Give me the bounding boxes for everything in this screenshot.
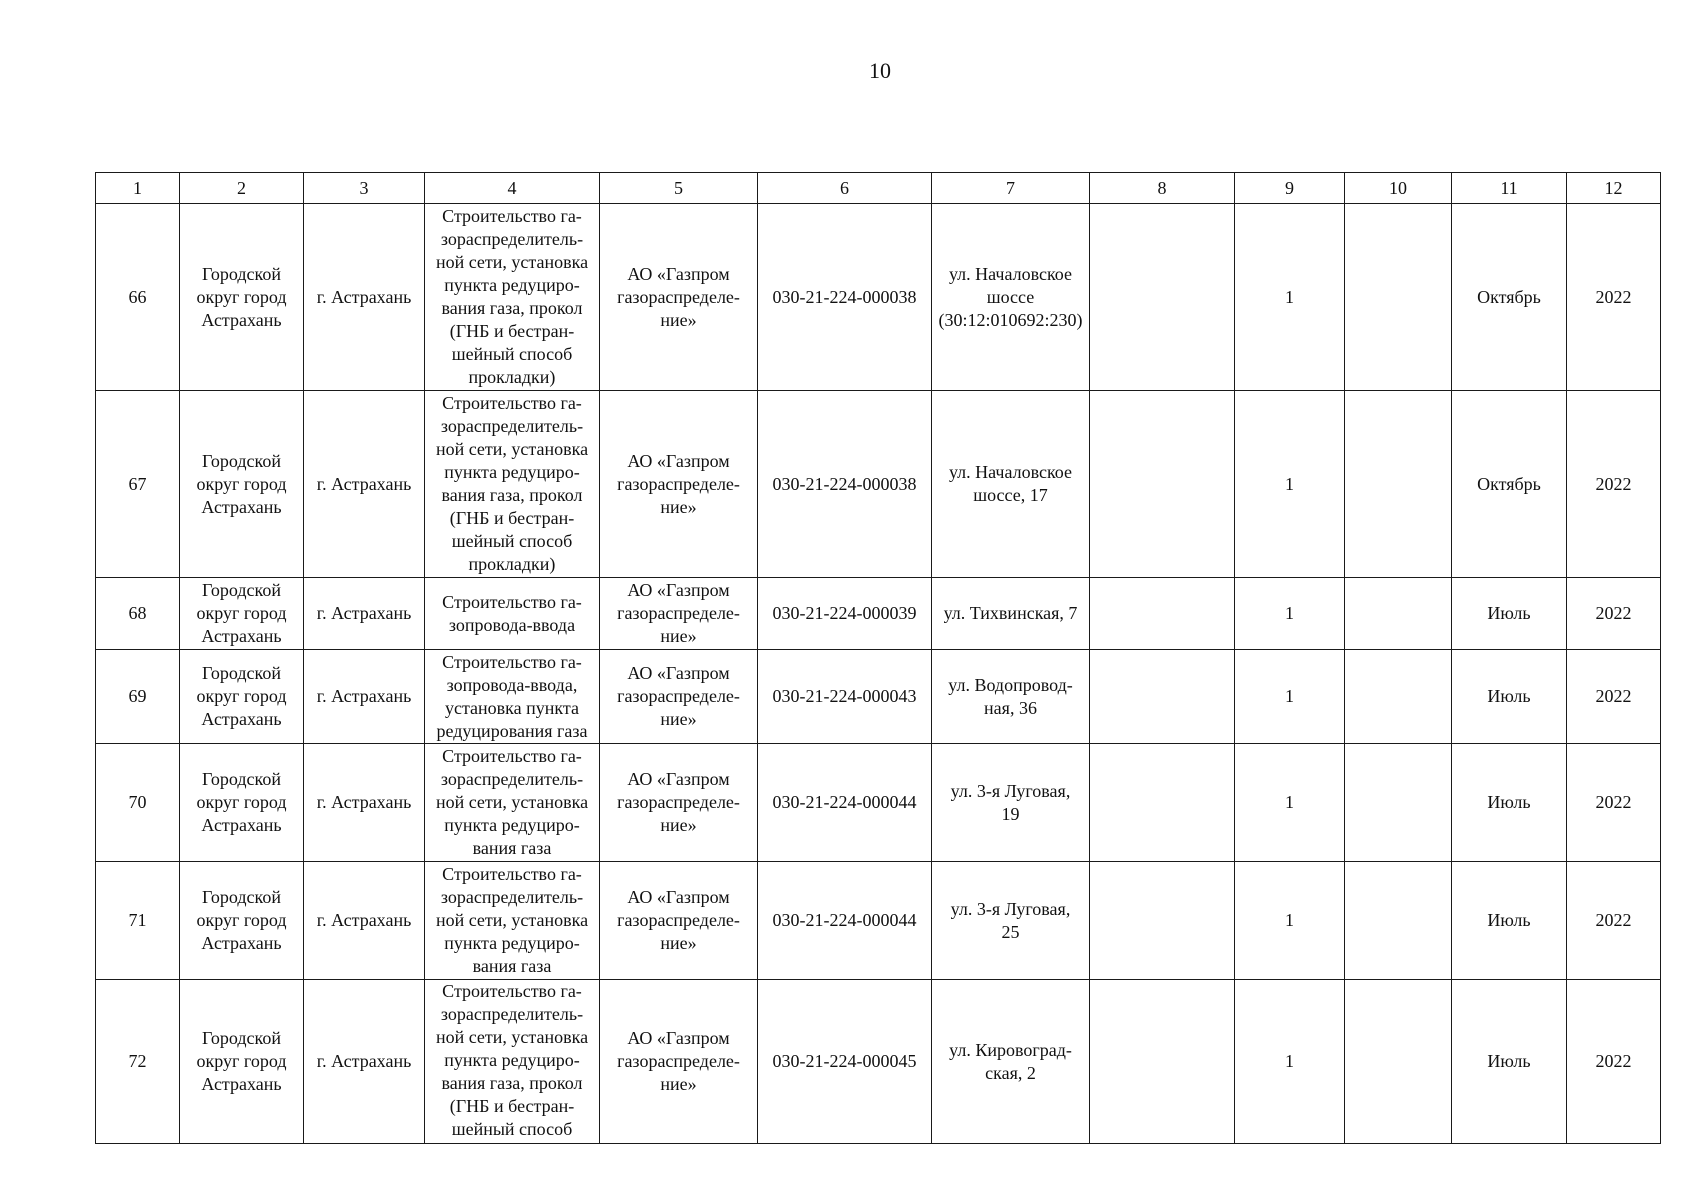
district-cell-line: Городской xyxy=(202,1028,281,1048)
work-description-cell-line: ной сети, установка xyxy=(435,439,589,459)
district-cell xyxy=(180,744,304,862)
district-cell-line: округ город xyxy=(196,792,287,812)
column-header: 8 xyxy=(1090,173,1235,204)
work-description-cell-line: зораспределитель- xyxy=(440,229,584,249)
work-description-cell-line: Строительство га- xyxy=(442,206,582,226)
row-number: 67 xyxy=(96,391,180,578)
column-8-cell xyxy=(1090,578,1235,650)
organization-cell-line: газораспределе- xyxy=(617,603,740,623)
column-10-cell xyxy=(1345,650,1452,744)
organization-cell xyxy=(600,578,758,650)
row-number: 72 xyxy=(96,980,180,1144)
organization-cell-line: АО «Газпром xyxy=(627,263,730,284)
district-cell-line: округ город xyxy=(196,686,287,706)
column-header: 5 xyxy=(600,173,758,204)
organization-cell-line: ние» xyxy=(660,815,697,835)
organization-cell-line: ние» xyxy=(660,496,697,517)
address-cell-line: 19 xyxy=(1001,803,1020,824)
district-cell-line: Городской xyxy=(202,769,281,789)
organization-cell-line: газораспределе- xyxy=(617,473,740,494)
organization-cell xyxy=(600,862,758,980)
month-cell: Июль xyxy=(1452,862,1567,980)
column-10-cell xyxy=(1345,980,1452,1144)
district-cell-line: Астрахань xyxy=(201,309,282,330)
column-8-cell xyxy=(1090,744,1235,862)
month-cell: Июль xyxy=(1452,744,1567,862)
work-description-cell-line: пункта редуциро- xyxy=(444,462,580,482)
organization-cell-line: АО «Газпром xyxy=(627,769,730,789)
work-description-cell-line: пункта редуциро- xyxy=(444,275,580,295)
registry-code-cell: 030-21-224-000038 xyxy=(758,204,932,391)
district-cell-line: Астрахань xyxy=(201,933,282,953)
address-cell-line: ул. Началовское xyxy=(948,263,1073,284)
work-description-cell-line: прокладки) xyxy=(468,554,556,574)
address-cell xyxy=(932,744,1090,862)
district-cell xyxy=(180,578,304,650)
table-row xyxy=(96,980,1661,1144)
column-9-cell: 1 xyxy=(1235,391,1345,578)
city-cell: г. Астрахань xyxy=(304,204,425,391)
column-10-cell xyxy=(1345,391,1452,578)
work-description-cell xyxy=(425,744,600,862)
column-header: 12 xyxy=(1567,173,1661,204)
work-description-cell-line: пункта редуциро- xyxy=(444,1050,580,1070)
registry-code-cell: 030-21-224-000043 xyxy=(758,650,932,744)
organization-cell-line: АО «Газпром xyxy=(627,887,730,907)
address-cell xyxy=(932,862,1090,980)
month-cell: Июль xyxy=(1452,650,1567,744)
column-header: 10 xyxy=(1345,173,1452,204)
table-row xyxy=(96,578,1661,650)
page-number: 10 xyxy=(869,58,891,83)
district-cell xyxy=(180,650,304,744)
address-cell-line: ул. Кировоград- xyxy=(949,1039,1072,1060)
row-number: 68 xyxy=(96,578,180,650)
district-cell-line: округ город xyxy=(196,603,287,623)
work-description-cell-line: зопровода-ввода, xyxy=(446,674,578,695)
district-cell-line: Городской xyxy=(202,887,281,907)
work-description-cell-line: Строительство га- xyxy=(442,746,582,766)
work-description-cell-line: ной сети, установка xyxy=(435,252,589,272)
column-9-cell: 1 xyxy=(1235,204,1345,391)
table-row xyxy=(96,744,1661,862)
column-8-cell xyxy=(1090,204,1235,391)
column-9-cell: 1 xyxy=(1235,980,1345,1144)
data-table xyxy=(95,172,1661,1144)
work-description-cell-line: пункта редуциро- xyxy=(444,933,580,953)
column-header: 1 xyxy=(96,173,180,204)
city-cell: г. Астрахань xyxy=(304,391,425,578)
year-cell: 2022 xyxy=(1567,862,1661,980)
column-8-cell xyxy=(1090,391,1235,578)
district-cell-line: Астрахань xyxy=(201,709,282,729)
year-cell: 2022 xyxy=(1567,391,1661,578)
organization-cell-line: ние» xyxy=(660,933,697,953)
address-cell xyxy=(932,980,1090,1144)
work-description-cell-line: пункта редуциро- xyxy=(444,815,580,835)
work-description-cell-line: зопровода-ввода xyxy=(448,614,576,635)
column-header: 2 xyxy=(180,173,304,204)
district-cell xyxy=(180,980,304,1144)
column-header: 11 xyxy=(1452,173,1567,204)
organization-cell-line: газораспределе- xyxy=(617,686,740,706)
organization-cell-line: АО «Газпром xyxy=(627,450,730,471)
row-number: 69 xyxy=(96,650,180,744)
address-cell-line: (30:12:010692:230) xyxy=(938,309,1083,330)
month-cell: Июль xyxy=(1452,980,1567,1144)
district-cell-line: Астрахань xyxy=(201,815,282,835)
table-row xyxy=(96,391,1661,578)
address-cell-line: ул. 3-я Луговая, xyxy=(950,898,1071,919)
district-cell-line: округ город xyxy=(196,473,287,494)
organization-cell xyxy=(600,204,758,391)
city-cell: г. Астрахань xyxy=(304,578,425,650)
work-description-cell-line: редуцирования газа xyxy=(436,720,588,741)
organization-cell xyxy=(600,650,758,744)
column-10-cell xyxy=(1345,862,1452,980)
district-cell-line: округ город xyxy=(196,286,287,307)
column-10-cell xyxy=(1345,204,1452,391)
year-cell: 2022 xyxy=(1567,204,1661,391)
district-cell-line: округ город xyxy=(196,1051,287,1071)
address-cell-line: ул. Водопровод- xyxy=(948,674,1073,695)
work-description-cell-line: Строительство га- xyxy=(442,393,582,413)
work-description-cell-line: шейный способ xyxy=(451,531,573,551)
work-description-cell xyxy=(425,204,600,391)
work-description-cell-line: зораспределитель- xyxy=(440,769,584,789)
month-cell: Июль xyxy=(1452,578,1567,650)
year-cell: 2022 xyxy=(1567,578,1661,650)
column-9-cell: 1 xyxy=(1235,862,1345,980)
organization-cell-line: ние» xyxy=(660,709,697,729)
work-description-cell-line: вания газа xyxy=(472,838,552,858)
work-description-cell-line: ной сети, установка xyxy=(435,792,589,812)
district-cell xyxy=(180,204,304,391)
work-description-cell-line: вания газа, прокол xyxy=(441,485,583,505)
address-cell xyxy=(932,204,1090,391)
organization-cell-line: АО «Газпром xyxy=(627,1028,730,1048)
address-cell xyxy=(932,391,1090,578)
address-cell xyxy=(932,578,1090,650)
work-description-cell xyxy=(425,650,600,744)
district-cell-line: Городской xyxy=(202,663,281,683)
organization-cell-line: АО «Газпром xyxy=(627,663,730,683)
district-cell-line: Городской xyxy=(202,580,281,600)
work-description-cell-line: ной сети, установка xyxy=(435,910,589,930)
table-row xyxy=(96,862,1661,980)
column-header: 4 xyxy=(425,173,600,204)
registry-code-cell: 030-21-224-000044 xyxy=(758,744,932,862)
address-cell-line: 25 xyxy=(1001,921,1020,942)
column-9-cell: 1 xyxy=(1235,744,1345,862)
district-cell-line: Астрахань xyxy=(201,626,282,646)
column-header: 7 xyxy=(932,173,1090,204)
address-cell xyxy=(932,650,1090,744)
city-cell: г. Астрахань xyxy=(304,862,425,980)
work-description-cell xyxy=(425,862,600,980)
district-cell-line: Городской xyxy=(202,263,281,284)
city-cell: г. Астрахань xyxy=(304,744,425,862)
header-row xyxy=(96,173,1661,204)
address-cell-line: шоссе, 17 xyxy=(973,485,1048,505)
work-description-cell-line: вания газа, прокол xyxy=(441,1073,583,1093)
column-header: 9 xyxy=(1235,173,1345,204)
organization-cell-line: газораспределе- xyxy=(617,792,740,812)
work-description-cell-line: Строительство га- xyxy=(442,591,582,612)
column-9-cell: 1 xyxy=(1235,650,1345,744)
address-cell-line: ул. Тихвинская, 7 xyxy=(943,603,1078,623)
column-header: 3 xyxy=(304,173,425,204)
work-description-cell xyxy=(425,980,600,1144)
work-description-cell-line: прокладки) xyxy=(468,367,556,387)
organization-cell-line: газораспределе- xyxy=(617,910,740,930)
organization-cell-line: ние» xyxy=(660,309,697,330)
registry-code-cell: 030-21-224-000038 xyxy=(758,391,932,578)
city-cell: г. Астрахань xyxy=(304,980,425,1144)
registry-code-cell: 030-21-224-000044 xyxy=(758,862,932,980)
organization-cell xyxy=(600,744,758,862)
table-row xyxy=(96,650,1661,744)
column-10-cell xyxy=(1345,578,1452,650)
district-cell xyxy=(180,391,304,578)
work-description-cell-line: шейный способ xyxy=(451,344,573,364)
address-cell-line: ская, 2 xyxy=(985,1062,1036,1083)
work-description-cell-line: (ГНБ и бестран- xyxy=(449,1096,575,1116)
work-description-cell-line: (ГНБ и бестран- xyxy=(449,321,575,341)
table-row xyxy=(96,204,1661,391)
district-cell-line: Городской xyxy=(202,450,281,471)
work-description-cell-line: установка пункта xyxy=(444,697,579,718)
column-8-cell xyxy=(1090,650,1235,744)
work-description-cell-line: Строительство га- xyxy=(442,864,582,884)
organization-cell-line: АО «Газпром xyxy=(627,580,730,600)
year-cell: 2022 xyxy=(1567,744,1661,862)
work-description-cell-line: шейный способ xyxy=(451,1119,573,1139)
work-description-cell-line: зораспределитель- xyxy=(440,416,584,436)
city-cell: г. Астрахань xyxy=(304,650,425,744)
month-cell: Октябрь xyxy=(1452,391,1567,578)
column-9-cell: 1 xyxy=(1235,578,1345,650)
column-10-cell xyxy=(1345,744,1452,862)
year-cell: 2022 xyxy=(1567,980,1661,1144)
address-cell-line: ул. Началовское xyxy=(948,462,1073,482)
year-cell: 2022 xyxy=(1567,650,1661,744)
organization-cell-line: ние» xyxy=(660,626,697,646)
work-description-cell-line: Строительство га- xyxy=(442,981,582,1001)
address-cell-line: ул. 3-я Луговая, xyxy=(950,780,1071,801)
row-number: 71 xyxy=(96,862,180,980)
work-description-cell-line: Строительство га- xyxy=(442,651,582,672)
district-cell-line: Астрахань xyxy=(201,496,282,517)
work-description-cell xyxy=(425,391,600,578)
organization-cell-line: ние» xyxy=(660,1074,697,1094)
work-description-cell-line: (ГНБ и бестран- xyxy=(449,508,575,528)
work-description-cell-line: зораспределитель- xyxy=(440,887,584,907)
address-cell-line: шоссе xyxy=(986,286,1035,307)
column-8-cell xyxy=(1090,980,1235,1144)
column-8-cell xyxy=(1090,862,1235,980)
work-description-cell-line: вания газа xyxy=(472,956,552,976)
row-number: 70 xyxy=(96,744,180,862)
organization-cell-line: газораспределе- xyxy=(617,286,740,307)
organization-cell xyxy=(600,980,758,1144)
work-description-cell-line: вания газа, прокол xyxy=(441,298,583,318)
district-cell-line: Астрахань xyxy=(201,1074,282,1094)
row-number: 66 xyxy=(96,204,180,391)
work-description-cell-line: ной сети, установка xyxy=(435,1027,589,1047)
month-cell: Октябрь xyxy=(1452,204,1567,391)
organization-cell xyxy=(600,391,758,578)
registry-code-cell: 030-21-224-000039 xyxy=(758,578,932,650)
column-header: 6 xyxy=(758,173,932,204)
organization-cell-line: газораспределе- xyxy=(617,1051,740,1071)
district-cell-line: округ город xyxy=(196,910,287,930)
work-description-cell xyxy=(425,578,600,650)
work-description-cell-line: зораспределитель- xyxy=(440,1004,584,1024)
district-cell xyxy=(180,862,304,980)
address-cell-line: ная, 36 xyxy=(984,697,1037,718)
registry-code-cell: 030-21-224-000045 xyxy=(758,980,932,1144)
